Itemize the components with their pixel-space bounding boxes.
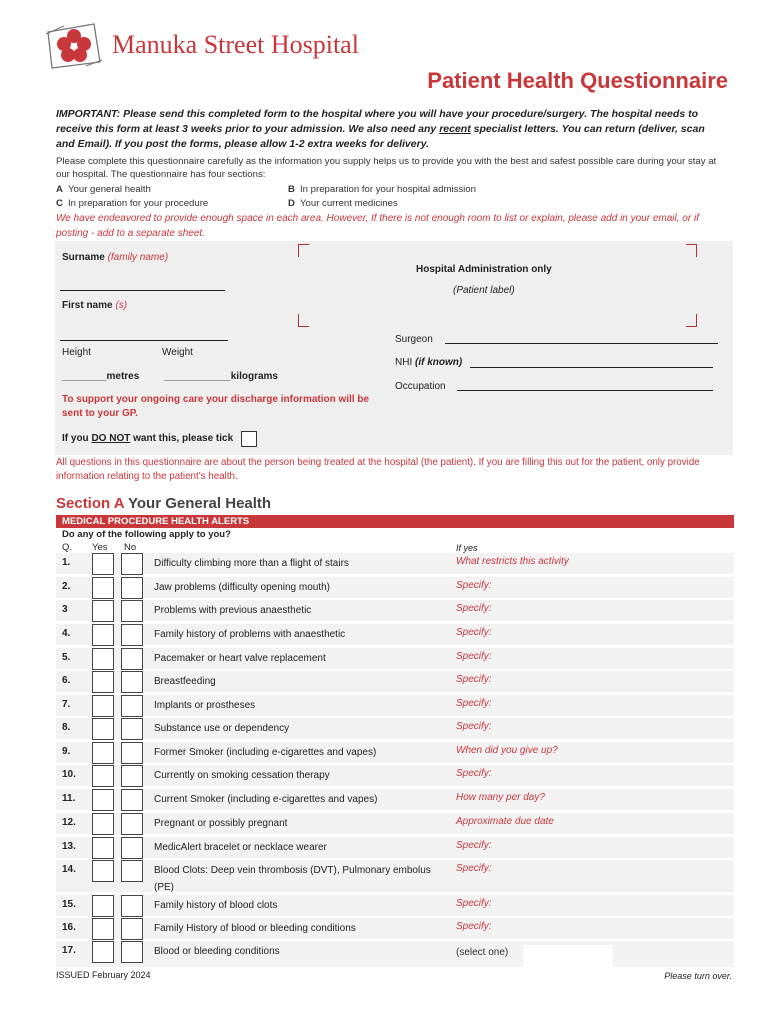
question-number: 7. bbox=[62, 699, 71, 710]
specify-field[interactable]: How many per day? bbox=[456, 792, 545, 803]
no-checkbox[interactable] bbox=[121, 813, 143, 835]
yes-checkbox[interactable] bbox=[92, 813, 114, 835]
surname-label: Surname (family name) bbox=[62, 252, 169, 263]
no-checkbox[interactable] bbox=[121, 742, 143, 764]
question-row bbox=[56, 577, 734, 598]
question-text: Family history of blood clots bbox=[154, 900, 278, 911]
question-text: Current Smoker (including e-cigarettes and vapes) bbox=[154, 794, 378, 805]
question-number: 11. bbox=[62, 793, 76, 804]
section-a-heading: Section A Your General Health bbox=[56, 495, 272, 512]
gp-optout-checkbox[interactable] bbox=[241, 431, 257, 447]
no-checkbox[interactable] bbox=[121, 671, 143, 693]
specify-field[interactable]: Specify: bbox=[456, 840, 492, 851]
specify-field[interactable]: What restricts this activity bbox=[456, 556, 569, 567]
kilograms-field[interactable]: ____________kilograms bbox=[164, 371, 278, 382]
yes-checkbox[interactable] bbox=[92, 789, 114, 811]
question-number: 5. bbox=[62, 652, 71, 663]
gp-optout-label: If you DO NOT want this, please tick bbox=[62, 433, 234, 444]
question-row bbox=[56, 789, 734, 810]
metres-field[interactable]: ________metres bbox=[62, 371, 140, 382]
hospital-name: Manuka Street Hospital bbox=[112, 30, 359, 59]
specify-field[interactable]: Specify: bbox=[456, 674, 492, 685]
no-checkbox[interactable] bbox=[121, 860, 143, 882]
patient-details-panel bbox=[55, 241, 733, 455]
question-text: Pacemaker or heart valve replacement bbox=[154, 653, 326, 664]
important-notice bbox=[56, 107, 720, 152]
question-row bbox=[56, 648, 734, 669]
question-number: 2. bbox=[62, 581, 71, 592]
specify-field[interactable]: Specify: bbox=[456, 627, 492, 638]
section-item-c: C In preparation for your procedure bbox=[56, 198, 209, 209]
question-number: 13. bbox=[62, 841, 76, 852]
question-row bbox=[56, 918, 734, 939]
no-checkbox[interactable] bbox=[121, 895, 143, 917]
question-number: 8. bbox=[62, 722, 71, 733]
specify-field[interactable]: Specify: bbox=[456, 721, 492, 732]
question-row bbox=[56, 860, 734, 892]
question-row bbox=[56, 895, 734, 916]
yes-checkbox[interactable] bbox=[92, 895, 114, 917]
col-q-header: Q. bbox=[62, 542, 73, 553]
specify-field[interactable]: Specify: bbox=[456, 921, 492, 932]
patient-label-hint: (Patient label) bbox=[453, 285, 515, 296]
first-name-field[interactable] bbox=[60, 340, 228, 341]
bleeding-condition-select[interactable]: (select one) bbox=[456, 947, 509, 958]
question-text: MedicAlert bracelet or necklace wearer bbox=[154, 842, 327, 853]
specify-field[interactable]: Specify: bbox=[456, 603, 492, 614]
no-checkbox[interactable] bbox=[121, 941, 143, 963]
question-row bbox=[56, 813, 734, 834]
col-yes-header: Yes bbox=[92, 542, 108, 553]
occupation-label: Occupation bbox=[395, 381, 446, 392]
question-row bbox=[56, 695, 734, 716]
question-row bbox=[56, 941, 734, 967]
surname-field[interactable] bbox=[60, 290, 225, 291]
no-checkbox[interactable] bbox=[121, 600, 143, 622]
col-no-header: No bbox=[124, 542, 137, 553]
yes-checkbox[interactable] bbox=[92, 671, 114, 693]
space-note: We have endeavored to provide enough space in each area. However, If there is not enough room to list or explain, please add in your email, or if posting - add to a separate sheet. bbox=[56, 213, 699, 239]
nhi-label: NHI (if known) bbox=[395, 357, 463, 368]
question-row bbox=[56, 765, 734, 786]
yes-checkbox[interactable] bbox=[92, 600, 114, 622]
label-bracket-bl bbox=[298, 314, 309, 327]
specify-field[interactable]: Specify: bbox=[456, 863, 492, 874]
section-item-b: B In preparation for your hospital admission bbox=[288, 184, 476, 195]
important-underlined: recent bbox=[439, 123, 471, 135]
question-text: Implants or prostheses bbox=[154, 700, 256, 711]
hospital-logo bbox=[44, 22, 104, 70]
question-text: Pregnant or possibly pregnant bbox=[154, 818, 288, 829]
no-checkbox[interactable] bbox=[121, 918, 143, 940]
weight-label: Weight bbox=[162, 347, 193, 358]
label-bracket-tl bbox=[298, 244, 309, 257]
form-title: Patient Health Questionnaire bbox=[427, 68, 728, 93]
specify-field[interactable]: Specify: bbox=[456, 698, 492, 709]
section-item-d: D Your current medicines bbox=[288, 198, 398, 209]
yes-checkbox[interactable] bbox=[92, 860, 114, 882]
yes-checkbox[interactable] bbox=[92, 742, 114, 764]
specify-field[interactable]: Specify: bbox=[456, 768, 492, 779]
yes-checkbox[interactable] bbox=[92, 553, 114, 575]
question-text: Blood or bleeding conditions bbox=[154, 946, 280, 957]
important-prefix: IMPORTANT: Please send this completed form to the hospital where you will have your procedure/surgery. The hospital needs to receive this form at least 3 weeks prior to your admission. We also need any bbox=[56, 108, 698, 135]
question-number: 1. bbox=[62, 557, 71, 568]
yes-checkbox[interactable] bbox=[92, 577, 114, 599]
yes-checkbox[interactable] bbox=[92, 837, 114, 859]
specify-field[interactable]: Specify: bbox=[456, 898, 492, 909]
question-text: Jaw problems (difficulty opening mouth) bbox=[154, 582, 331, 593]
yes-checkbox[interactable] bbox=[92, 765, 114, 787]
question-number: 17. bbox=[62, 945, 76, 956]
gp-discharge-note: To support your ongoing care your discharge information will be sent to your GP. bbox=[62, 394, 370, 419]
question-intro: Do any of the following apply to you? bbox=[62, 529, 231, 540]
yes-checkbox[interactable] bbox=[92, 941, 114, 963]
yes-checkbox[interactable] bbox=[92, 695, 114, 717]
patient-scope-note: All questions in this questionnaire are about the person being treated at the hospital (the patient). If you are filling this out for the patient, only provide information relating to the patient’s health. bbox=[56, 457, 700, 482]
no-checkbox[interactable] bbox=[121, 765, 143, 787]
question-number: 3 bbox=[62, 604, 68, 615]
question-number: 14. bbox=[62, 864, 76, 875]
surgeon-field[interactable] bbox=[445, 343, 718, 344]
no-checkbox[interactable] bbox=[121, 648, 143, 670]
first-name-label: First name (s) bbox=[62, 300, 128, 311]
yes-checkbox[interactable] bbox=[92, 918, 114, 940]
question-text: Family History of blood or bleeding conditions bbox=[154, 923, 356, 934]
question-row bbox=[56, 600, 734, 621]
please-turn-over: Please turn over. bbox=[664, 971, 732, 981]
specify-field[interactable]: Specify: bbox=[456, 580, 492, 591]
no-checkbox[interactable] bbox=[121, 624, 143, 646]
blank-area-select bbox=[523, 945, 613, 969]
no-checkbox[interactable] bbox=[121, 789, 143, 811]
yes-checkbox[interactable] bbox=[92, 718, 114, 740]
question-text: Difficulty climbing more than a flight of stairs bbox=[154, 558, 349, 569]
question-text: Family history of problems with anaesthetic bbox=[154, 629, 346, 640]
question-row bbox=[56, 742, 734, 763]
nhi-field[interactable] bbox=[470, 367, 713, 368]
col-if-yes-header: If yes bbox=[456, 543, 478, 553]
question-number: 6. bbox=[62, 675, 71, 686]
occupation-field[interactable] bbox=[457, 390, 713, 391]
question-number: 4. bbox=[62, 628, 71, 639]
question-number: 16. bbox=[62, 922, 76, 933]
intro-text: Please complete this questionnaire carefully as the information you supply helps us to provide you with the best and safest possible care during your stay at our hospital. The questionnaire has four sections: bbox=[56, 156, 717, 180]
question-row bbox=[56, 553, 734, 574]
question-text: Substance use or dependency bbox=[154, 723, 290, 734]
no-checkbox[interactable] bbox=[121, 577, 143, 599]
question-row bbox=[56, 837, 734, 858]
question-number: 12. bbox=[62, 817, 76, 828]
question-text: Currently on smoking cessation therapy bbox=[154, 770, 330, 781]
no-checkbox[interactable] bbox=[121, 718, 143, 740]
specify-field[interactable]: When did you give up? bbox=[456, 745, 558, 756]
question-number: 10. bbox=[62, 769, 76, 780]
issued-date: ISSUED February 2024 bbox=[56, 970, 151, 980]
question-text: Former Smoker (including e-cigarettes and vapes) bbox=[154, 747, 377, 758]
question-number: 9. bbox=[62, 746, 71, 757]
question-row bbox=[56, 671, 734, 692]
question-text: Breastfeeding bbox=[154, 676, 216, 687]
specify-field[interactable]: Approximate due date bbox=[456, 816, 554, 827]
question-text: Blood Clots: Deep vein thrombosis (DVT), Pulmonary embolus (PE) bbox=[154, 865, 431, 893]
health-alerts-bar: MEDICAL PROCEDURE HEALTH ALERTS bbox=[56, 515, 734, 528]
no-checkbox[interactable] bbox=[121, 837, 143, 859]
label-bracket-tr bbox=[686, 244, 697, 257]
yes-checkbox[interactable] bbox=[92, 624, 114, 646]
no-checkbox[interactable] bbox=[121, 695, 143, 717]
no-checkbox[interactable] bbox=[121, 553, 143, 575]
label-bracket-br bbox=[686, 314, 697, 327]
question-row bbox=[56, 624, 734, 645]
height-label: Height bbox=[62, 347, 91, 358]
important-suffix: specialist letters. You can return (deliver, scan and Email). If you post the forms, please allow 1-2 extra weeks for delivery. bbox=[56, 123, 705, 150]
question-row bbox=[56, 718, 734, 739]
specify-field[interactable]: Specify: bbox=[456, 651, 492, 662]
surgeon-label: Surgeon bbox=[395, 334, 433, 345]
yes-checkbox[interactable] bbox=[92, 648, 114, 670]
admin-only-title: Hospital Administration only bbox=[416, 264, 552, 275]
section-item-a: A Your general health bbox=[56, 184, 151, 195]
question-number: 15. bbox=[62, 899, 76, 910]
question-text: Problems with previous anaesthetic bbox=[154, 605, 312, 616]
